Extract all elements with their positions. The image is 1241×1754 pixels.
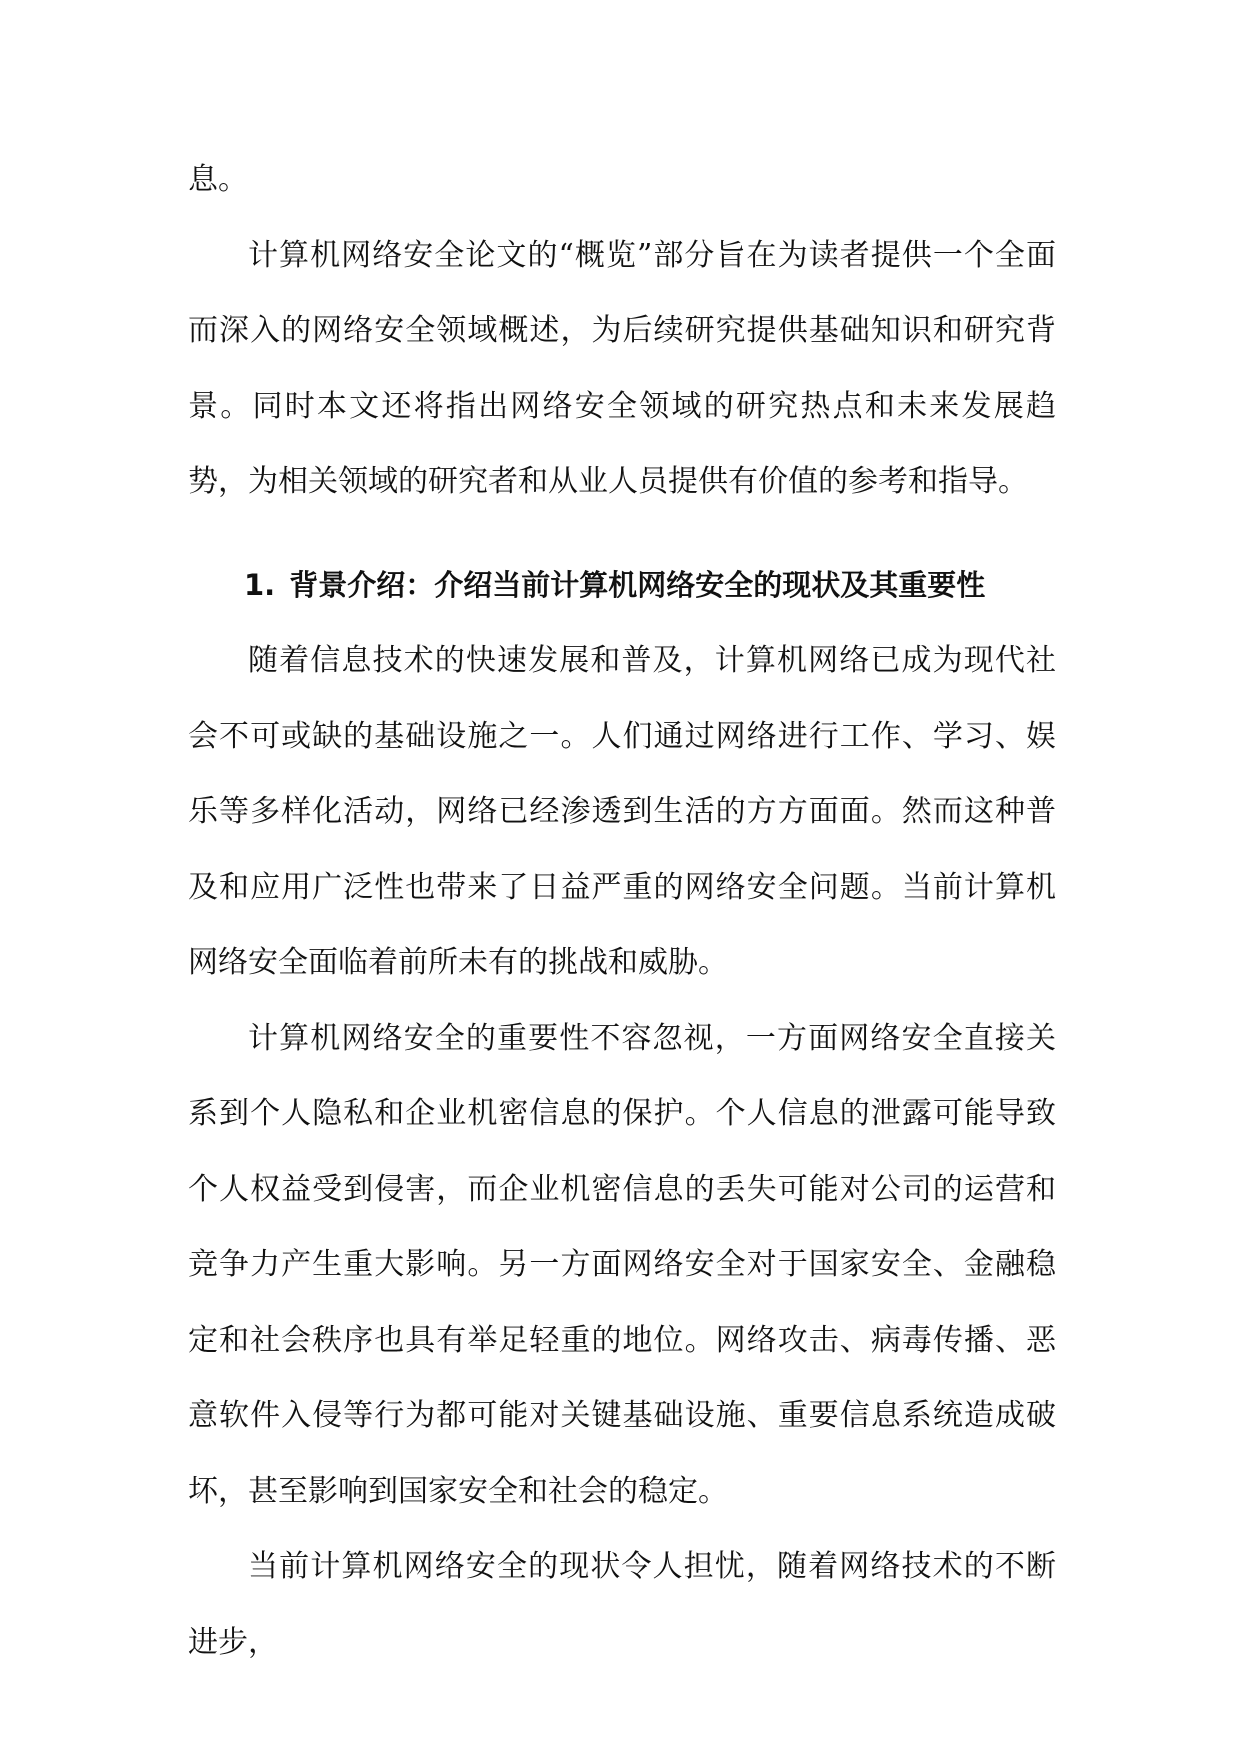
section-heading <box>188 548 1056 624</box>
paragraph-continuation: 息。 <box>188 162 248 197</box>
document-body <box>188 142 1056 1680</box>
section-title: 背景介绍：介绍当前计算机网络安全的现状及其重要性 <box>289 567 986 602</box>
paragraph-background: 随着信息技术的快速发展和普及，计算机网络已成为现代社会不可或缺的基础设施之一。人们通过网络进行工作、学习、娱乐等多样化活动，网络已经渗透到生活的方方面面。然而这种普及和应用广泛性也带来了日益严重的网络安全问题。当前计算机网络安全面临着前所未有的挑战和威胁。 <box>188 643 1056 980</box>
paragraph-importance: 计算机网络安全的重要性不容忽视，一方面网络安全直接关系到个人隐私和企业机密信息的保护。个人信息的泄露可能导致个人权益受到侵害，而企业机密信息的丢失可能对公司的运营和竞争力产生重大影响。另一方面网络安全对于国家安全、金融稳定和社会秩序也具有举足轻重的地位。网络攻击、病毒传播、恶意软件入侵等行为都可能对关键基础设施、重要信息系统造成破坏，甚至影响到国家安全和社会的稳定。 <box>188 1020 1056 1509</box>
paragraph-overview: 计算机网络安全论文的“概览”部分旨在为读者提供一个全面而深入的网络安全领域概述，为后续研究提供基础知识和研究背景。同时本文还将指出网络安全领域的研究热点和未来发展趋势，为相关领域的研究者和从业人员提供有价值的参考和指导。 <box>188 237 1056 499</box>
section-number: 1. <box>244 567 276 602</box>
paragraph-current-status: 当前计算机网络安全的现状令人担忧，随着网络技术的不断进步， <box>188 1549 1056 1660</box>
